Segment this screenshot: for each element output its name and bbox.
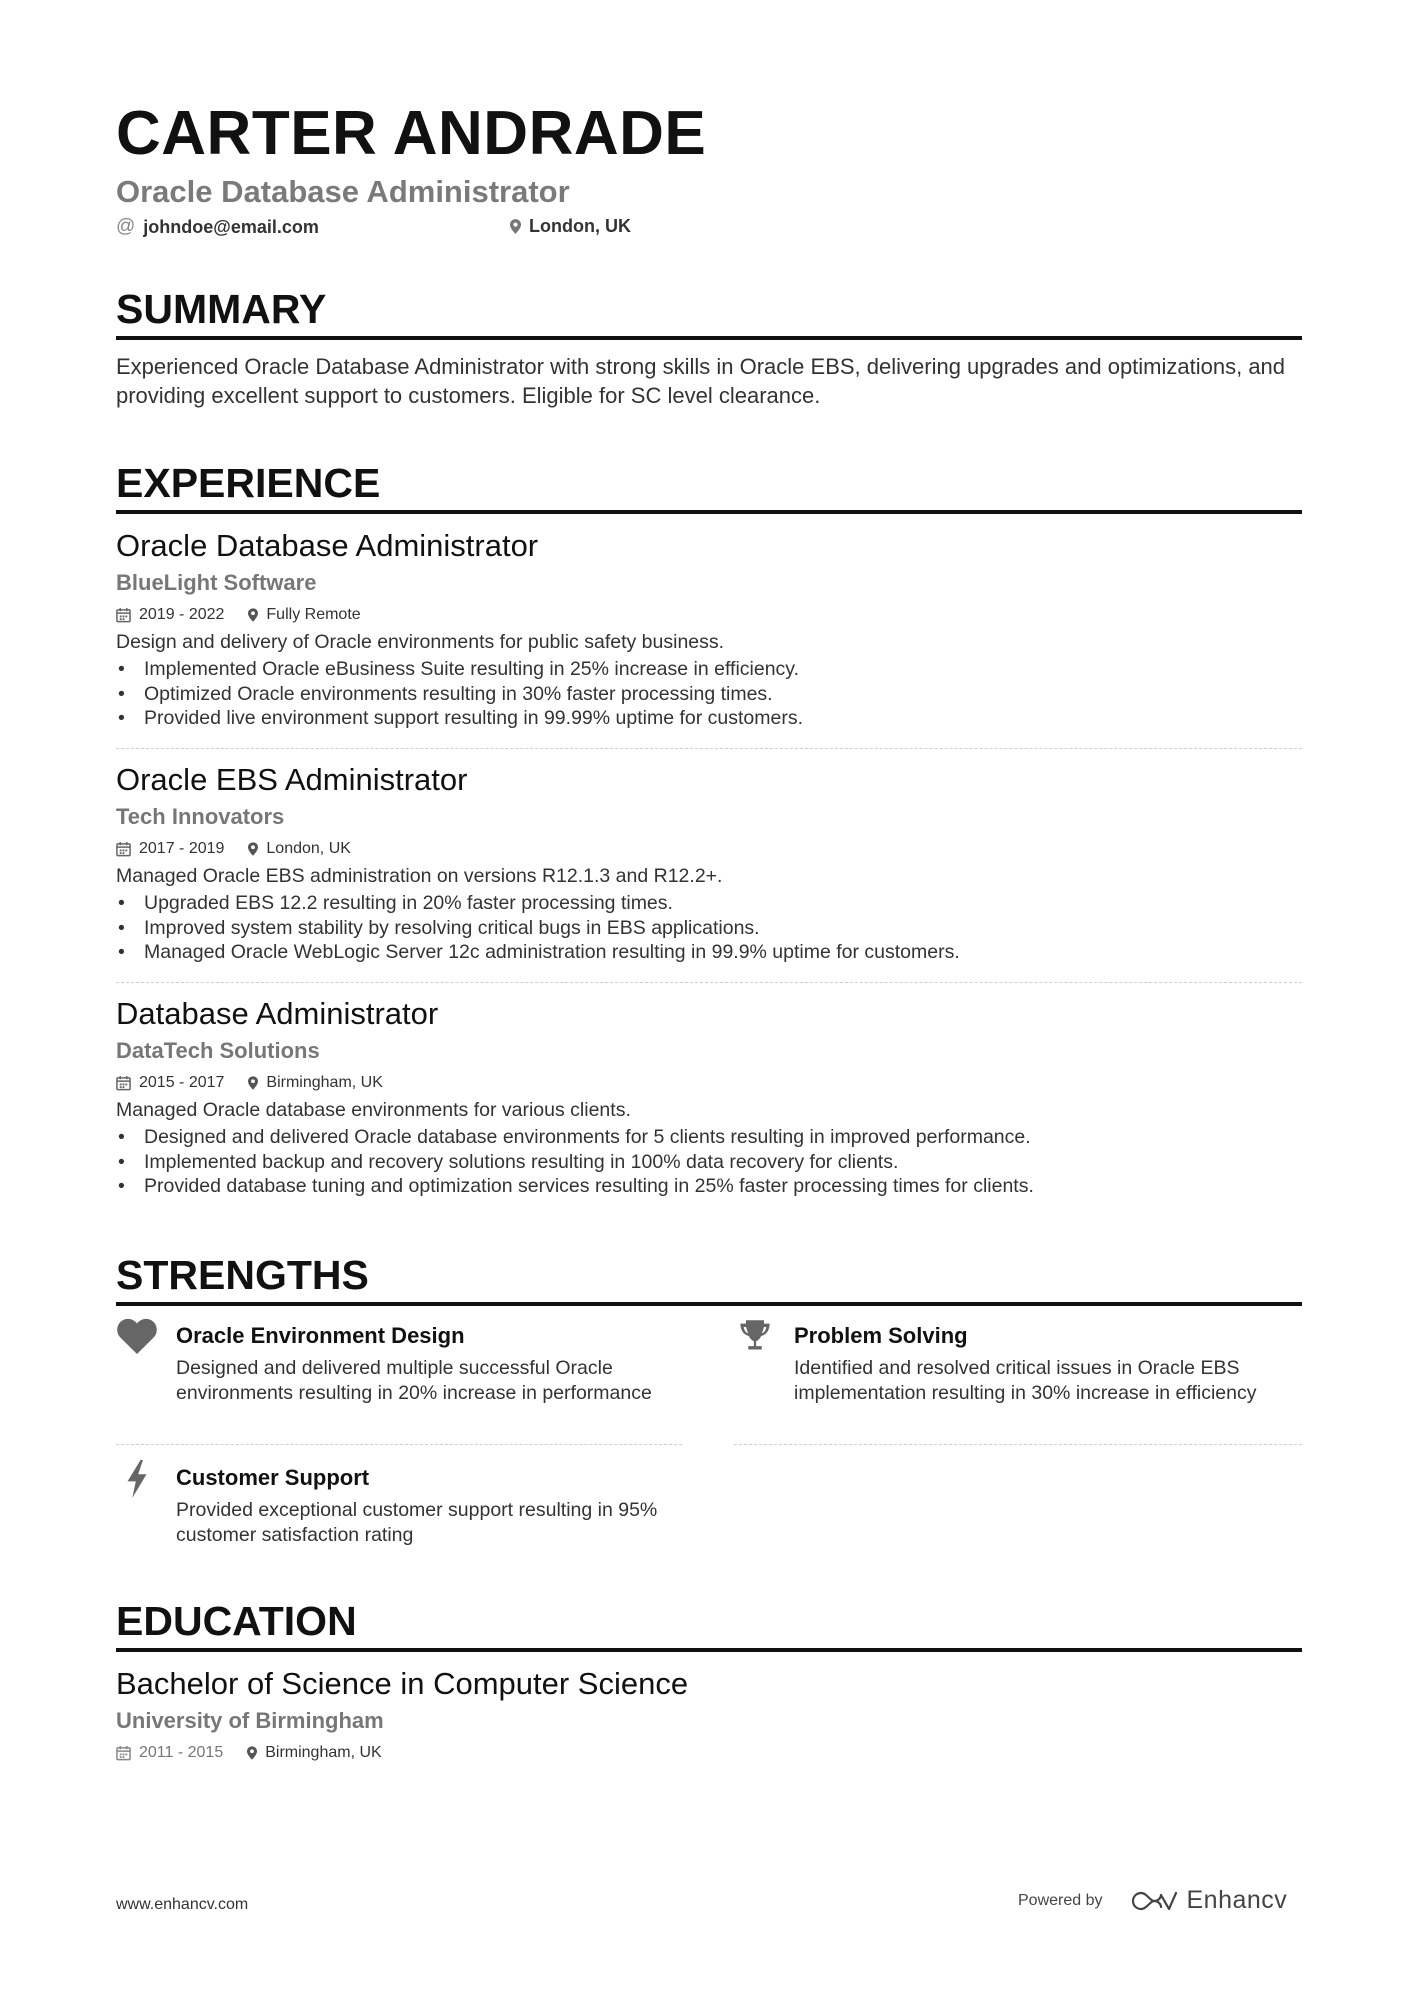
location-text: Birmingham, UK [266, 1074, 383, 1091]
email-text: johndoe@email.com [143, 216, 319, 237]
contact-email[interactable] [116, 216, 319, 238]
footer-website-link[interactable]: www.enhancv.com [116, 1896, 249, 1913]
job-dates [116, 606, 224, 624]
job-bullets [116, 657, 1302, 731]
strength-description: Provided exceptional customer support resulting in 95% customer satisfaction rating [176, 1499, 658, 1546]
education-dates [116, 1744, 223, 1762]
map-pin-icon [248, 842, 258, 856]
job-location [248, 606, 360, 624]
dates-text: 2017 - 2019 [139, 840, 225, 857]
bullet-item: • Optimized Oracle environments resulting in 30% faster processing times. [116, 682, 1302, 707]
education-heading: EDUCATION [116, 1596, 1302, 1652]
contact-location [510, 216, 631, 237]
dashed-divider [734, 1444, 1302, 1445]
location-text: London, UK [529, 216, 631, 236]
enhancv-logo-icon [1131, 1889, 1177, 1913]
strength-title: Problem Solving [794, 1323, 968, 1348]
job-bullets [116, 1125, 1302, 1199]
experience-heading: EXPERIENCE [116, 458, 1302, 514]
dashed-divider [116, 1444, 682, 1445]
enhancv-logo[interactable] [1131, 1886, 1288, 1915]
trophy-icon [734, 1318, 776, 1358]
job-bullets [116, 891, 1302, 965]
job-meta [116, 602, 1302, 628]
company-name: DataTech Solutions [116, 1038, 320, 1063]
calendar-icon [116, 1075, 131, 1091]
experience-item [116, 994, 1302, 1199]
job-location [248, 840, 351, 858]
at-icon: @ [116, 216, 136, 237]
calendar-icon [116, 841, 131, 857]
bullet-item: • Improved system stability by resolving critical bugs in EBS applications. [116, 916, 1302, 941]
calendar-icon [116, 607, 131, 623]
school-name: University of Birmingham [116, 1708, 384, 1733]
bullet-item: • Implemented Oracle eBusiness Suite resulting in 25% increase in efficiency. [116, 657, 1302, 682]
bullet-item: • Designed and delivered Oracle database environments for 5 clients resulting in improved performance. [116, 1125, 1302, 1150]
location-text: Birmingham, UK [265, 1744, 382, 1761]
bullet-item: • Upgraded EBS 12.2 resulting in 20% faster processing times. [116, 891, 1302, 916]
candidate-role: Oracle Database Administrator [116, 174, 570, 209]
summary-heading: SUMMARY [116, 284, 1302, 340]
summary-text: Experienced Oracle Database Administrator with strong skills in Oracle EBS, delivering upgrades and optimizations, and providing excellent support to customers. Eligible for SC level clearance. [116, 354, 1286, 408]
calendar-icon [116, 1745, 131, 1761]
job-title: Oracle EBS Administrator [116, 762, 468, 797]
lightning-icon [116, 1460, 158, 1500]
heart-icon [116, 1318, 158, 1358]
enhancv-wordmark: Enhancv [1186, 1886, 1288, 1914]
education-location [247, 1744, 381, 1762]
dates-text: 2011 - 2015 [139, 1744, 224, 1761]
bullet-item: • Provided live environment support resulting in 99.99% uptime for customers. [116, 706, 1302, 731]
location-text: London, UK [266, 840, 351, 857]
candidate-name: CARTER ANDRADE [116, 99, 707, 168]
company-name: Tech Innovators [116, 804, 285, 829]
powered-by-label: Powered by [1018, 1891, 1103, 1909]
company-name: BlueLight Software [116, 570, 317, 595]
map-pin-icon [510, 219, 521, 234]
job-description: Managed Oracle EBS administration on versions R12.1.3 and R12.2+. [116, 865, 723, 887]
job-title: Database Administrator [116, 996, 439, 1031]
degree-title: Bachelor of Science in Computer Science [116, 1666, 689, 1701]
map-pin-icon [247, 1746, 257, 1760]
strength-description: Identified and resolved critical issues in Oracle EBS implementation resulting in 30% increase in efficiency [794, 1357, 1257, 1404]
map-pin-icon [248, 1076, 258, 1090]
dates-text: 2019 - 2022 [139, 606, 225, 623]
job-dates [116, 1074, 224, 1092]
experience-item [116, 760, 1302, 965]
job-meta [116, 836, 1302, 862]
dashed-divider [116, 982, 1302, 983]
job-meta [116, 1070, 1302, 1096]
job-location [248, 1074, 382, 1092]
bullet-item: • Managed Oracle WebLogic Server 12c administration resulting in 99.9% uptime for customers. [116, 940, 1302, 965]
dates-text: 2015 - 2017 [139, 1074, 225, 1091]
footer-branding [1018, 1886, 1287, 1915]
dashed-divider [116, 748, 1302, 749]
experience-item [116, 526, 1302, 731]
strength-title: Oracle Environment Design [176, 1323, 465, 1348]
education-item [116, 1664, 1302, 1766]
strength-title: Customer Support [176, 1465, 370, 1490]
location-text: Fully Remote [266, 606, 361, 623]
strength-description: Designed and delivered multiple successful Oracle environments resulting in 20% increase in performance [176, 1357, 652, 1404]
strengths-heading: STRENGTHS [116, 1250, 1302, 1306]
bullet-item: • Implemented backup and recovery solutions resulting in 100% data recovery for clients. [116, 1150, 1302, 1175]
map-pin-icon [248, 608, 258, 622]
job-title: Oracle Database Administrator [116, 528, 539, 563]
job-description: Managed Oracle database environments for various clients. [116, 1099, 631, 1121]
job-dates [116, 840, 224, 858]
education-meta [116, 1740, 1302, 1766]
bullet-item: • Provided database tuning and optimization services resulting in 25% faster processing times for clients. [116, 1174, 1302, 1199]
job-description: Design and delivery of Oracle environments for public safety business. [116, 631, 725, 653]
